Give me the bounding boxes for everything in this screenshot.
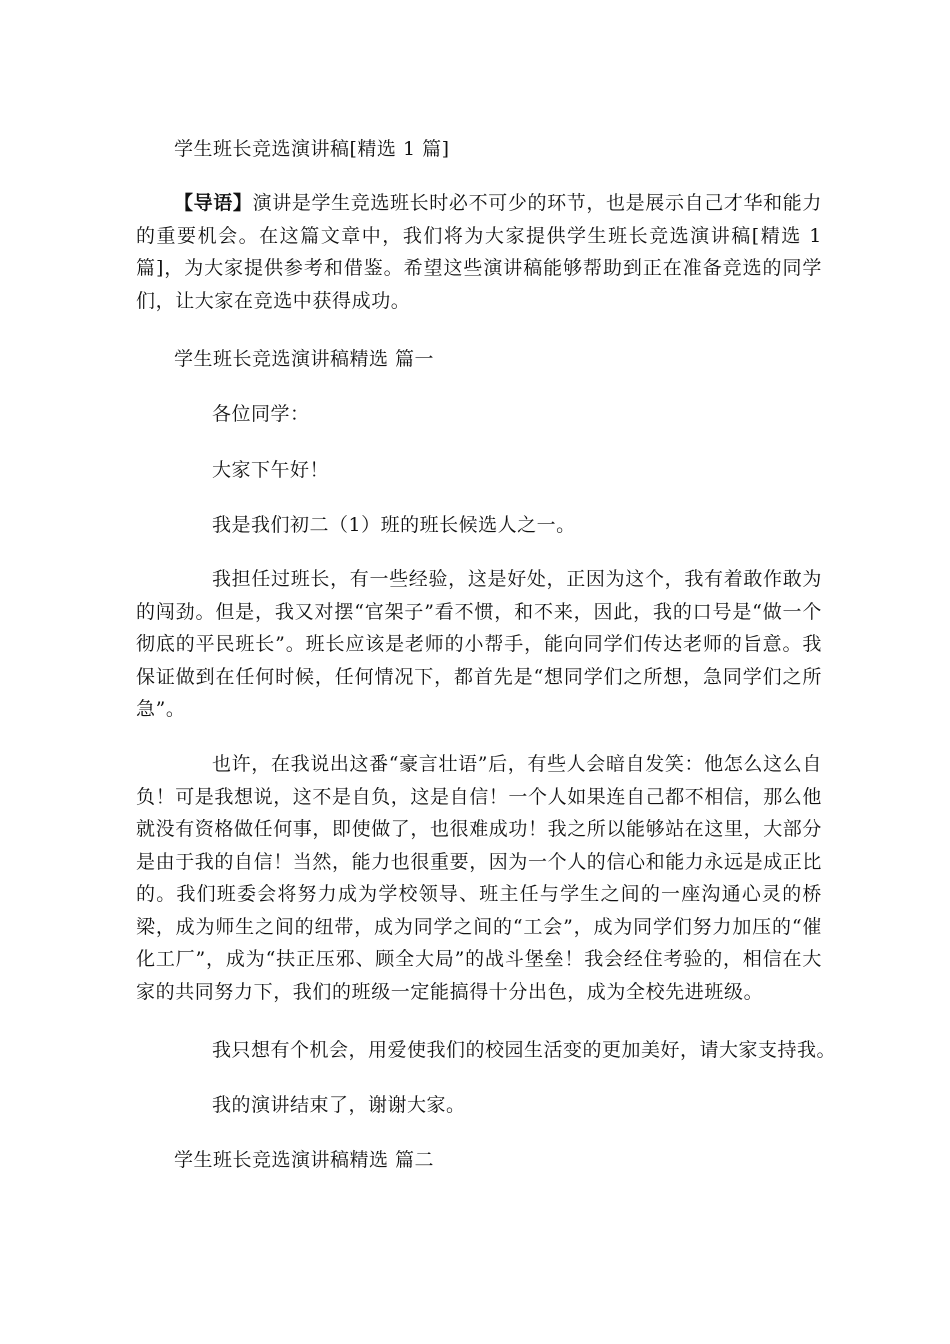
candidate-intro: 我是我们初二（1）班的班长候选人之一。 (212, 514, 576, 536)
intro-label: 【导语】 (174, 192, 253, 214)
greeting: 各位同学： (212, 403, 310, 425)
document-title: 学生班长竞选演讲稿[精选 1 篇] (174, 138, 450, 160)
intro-paragraph (136, 187, 822, 317)
section-heading-1: 学生班长竞选演讲稿精选 篇一 (174, 348, 435, 370)
intro-text: 演讲是学生竞选班长时必不可少的环节，也是展示自己才华和能力的重要机会。在这篇文章中，我们将为大家提供学生班长竞选演讲稿[精选 1 篇]，为大家提供参考和借鉴。希望这些演讲稿能够帮助到正在准备竞选的同学们，让大家在竞选中获得成功。 (136, 192, 823, 312)
closing-line: 我的演讲结束了，谢谢大家。 (212, 1094, 466, 1116)
section-heading-2: 学生班长竞选演讲稿精选 篇二 (174, 1149, 435, 1171)
body-paragraph-1: 我担任过班长，有一些经验，这是好处，正因为这个，我有着敢作敢为的闯劲。但是，我又对摆“官架子”看不惯，和不来，因此，我的口号是“做一个彻底的平民班长”。班长应该是老师的小帮手，能向同学们传达老师的旨意。我保证做到在任何时候，任何情况下，都首先是“想同学们之所想，急同学们之所急”。 (136, 568, 822, 720)
hello-line: 大家下午好！ (212, 459, 330, 481)
body-paragraph-3: 我只想有个机会，用爱使我们的校园生活变的更加美好，请大家支持我。 (212, 1039, 837, 1061)
body-paragraph-2: 也许，在我说出这番“豪言壮语”后，有些人会暗自发笑：他怎么这么自负！可是我想说，这不是自负，这是自信！一个人如果连自己都不相信，那么他就没有资格做任何事，即使做了，也很难成功！我之所以能够站在这里，大部分是由于我的自信！当然，能力也很重要，因为一个人的信心和能力永远是成正比的。我们班委会将努力成为学校领导、班主任与学生之间的一座沟通心灵的桥梁，成为师生之间的纽带，成为同学之间的“工会”，成为同学们努力加压的“催化工厂”，成为“扶正压邪、顾全大局”的战斗堡垒！我会经住考验的，相信在大家的共同努力下，我们的班级一定能搞得十分出色，成为全校先进班级。 (136, 753, 823, 1003)
